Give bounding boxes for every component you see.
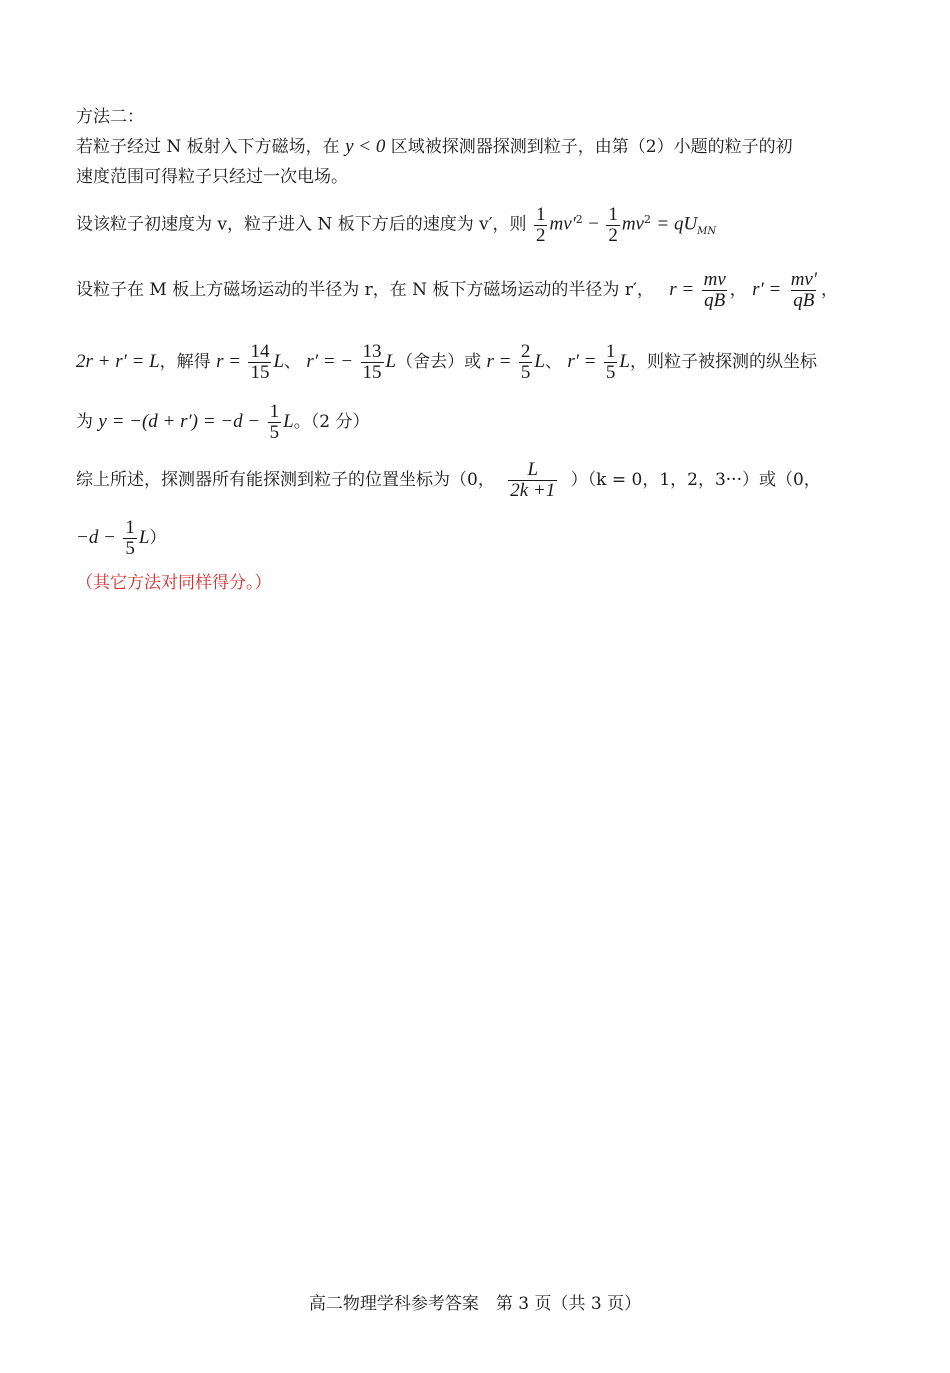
p4-t4: 、 bbox=[544, 352, 562, 372]
method-heading: 方法二： bbox=[76, 107, 144, 127]
p4-L2: L bbox=[385, 351, 397, 372]
p3-r-eq: r = bbox=[669, 279, 695, 300]
p4-L1: L bbox=[273, 351, 285, 372]
paragraph-5 bbox=[76, 400, 880, 444]
p3-r-frac bbox=[702, 270, 728, 311]
p4-t1: ，解得 bbox=[159, 352, 211, 372]
p6-f-den: 2k +1 bbox=[510, 480, 556, 501]
p4-L3: L bbox=[534, 351, 545, 372]
p5-f-den: 5 bbox=[269, 422, 280, 443]
paragraph-4 bbox=[76, 340, 880, 384]
paragraph-3 bbox=[76, 268, 880, 312]
paragraph-2 bbox=[76, 198, 880, 254]
p4-L4: L bbox=[619, 351, 630, 372]
p4-f2-den: 15 bbox=[362, 362, 382, 383]
paragraph-1-cont: 速度范围可得粒子只经过一次电场。 bbox=[76, 167, 348, 187]
p4-t5: ，则粒子被探测的纵坐标 bbox=[629, 352, 817, 372]
p2-mv: mv bbox=[621, 213, 644, 235]
paragraph-7 bbox=[76, 516, 880, 560]
p4-eq1: 2r + r′ = L bbox=[76, 351, 160, 372]
p2-text: 设该粒子初速度为 v，粒子进入 N 板下方后的速度为 v′，则 bbox=[76, 214, 527, 235]
p3-text: 设粒子在 M 板上方磁场运动的半径为 r，在 N 板下方磁场运动的半径为 r′， bbox=[76, 280, 654, 300]
p5-f-num: 1 bbox=[269, 401, 280, 422]
p7-f-den: 5 bbox=[125, 538, 135, 559]
p2-rhs: = qU bbox=[656, 213, 698, 235]
p4-f4-num: 1 bbox=[605, 341, 616, 362]
p3-rp-num: mv′ bbox=[790, 269, 818, 290]
p4-f3-den: 5 bbox=[520, 362, 531, 383]
p5-L: L bbox=[283, 411, 294, 432]
p2-frac-1-num: 1 bbox=[535, 203, 546, 225]
p3-sep: ， bbox=[729, 280, 747, 300]
p3-rp-den: qB bbox=[793, 290, 815, 311]
p2-frac-1 bbox=[534, 205, 548, 246]
p4-t2: 、 bbox=[284, 352, 302, 372]
p4-t3: （舍去）或 bbox=[396, 352, 482, 372]
p1-text-a: 若粒子经过 N 板射入下方磁场，在 bbox=[76, 137, 340, 157]
p3-rp-eq: r′ = bbox=[752, 279, 782, 300]
p6-f-num: L bbox=[527, 459, 539, 480]
p2-frac-1-den: 2 bbox=[535, 224, 546, 246]
p2-sub: MN bbox=[697, 226, 717, 238]
p2-frac-2 bbox=[606, 205, 620, 246]
p4-f1-num: 14 bbox=[250, 341, 270, 362]
p6-t2: ）（k = 0，1，2，3···）或（0， bbox=[570, 470, 821, 490]
p3-end: ， bbox=[821, 280, 839, 300]
p2-frac-2-num: 1 bbox=[608, 203, 618, 225]
paragraph-6 bbox=[76, 458, 880, 502]
p4-frac-3 bbox=[519, 342, 533, 383]
scoring-note: （其它方法对同样得分。） bbox=[76, 573, 272, 593]
p4-frac-2 bbox=[361, 342, 384, 383]
p6-frac bbox=[508, 460, 557, 501]
p2-mv-prime: mv′ bbox=[549, 213, 576, 235]
p6-t1: 综上所述，探测器所有能探测到粒子的位置坐标为（0， bbox=[76, 470, 495, 490]
p3-r-num: mv bbox=[703, 269, 726, 290]
p2-sup-2: 2 bbox=[643, 213, 651, 226]
p4-f1-den: 15 bbox=[250, 362, 270, 383]
p7-eq: −d − bbox=[76, 527, 116, 548]
p5-t1: 为 bbox=[76, 412, 93, 432]
p4-r-eq2: r = bbox=[486, 351, 512, 372]
p4-r-eq: r = bbox=[216, 351, 242, 372]
paragraph-1 bbox=[76, 136, 880, 158]
p5-frac bbox=[268, 402, 282, 443]
p4-rp-eq2: r′ = bbox=[567, 351, 597, 372]
p4-f2-num: 13 bbox=[362, 341, 382, 362]
p4-frac-1 bbox=[248, 342, 271, 383]
p2-frac-2-den: 2 bbox=[608, 224, 618, 246]
p4-f3-num: 2 bbox=[520, 341, 531, 362]
p2-minus: − bbox=[588, 213, 599, 235]
p4-frac-4 bbox=[604, 342, 618, 383]
p7-L: L bbox=[138, 527, 150, 548]
p2-sup-1: 2 bbox=[575, 213, 583, 226]
p4-f4-den: 5 bbox=[605, 362, 616, 383]
p5-eq: y = −(d + r′) = −d − bbox=[98, 411, 261, 432]
p5-t2: 。（2 分） bbox=[293, 412, 370, 432]
page-footer: 高二物理学科参考答案 第 3 页（共 3 页） bbox=[308, 1294, 642, 1314]
p1-text-b: 区域被探测器探测到粒子，由第（2）小题的粒子的初 bbox=[390, 137, 793, 157]
p3-rp-frac bbox=[789, 270, 819, 311]
p1-condition: y < 0 bbox=[345, 136, 386, 157]
p7-t2: ） bbox=[149, 528, 167, 548]
p4-rp-eq: r′ = − bbox=[306, 351, 354, 372]
p7-f-num: 1 bbox=[125, 517, 135, 538]
p3-r-den: qB bbox=[704, 290, 726, 311]
p7-frac bbox=[123, 518, 137, 559]
